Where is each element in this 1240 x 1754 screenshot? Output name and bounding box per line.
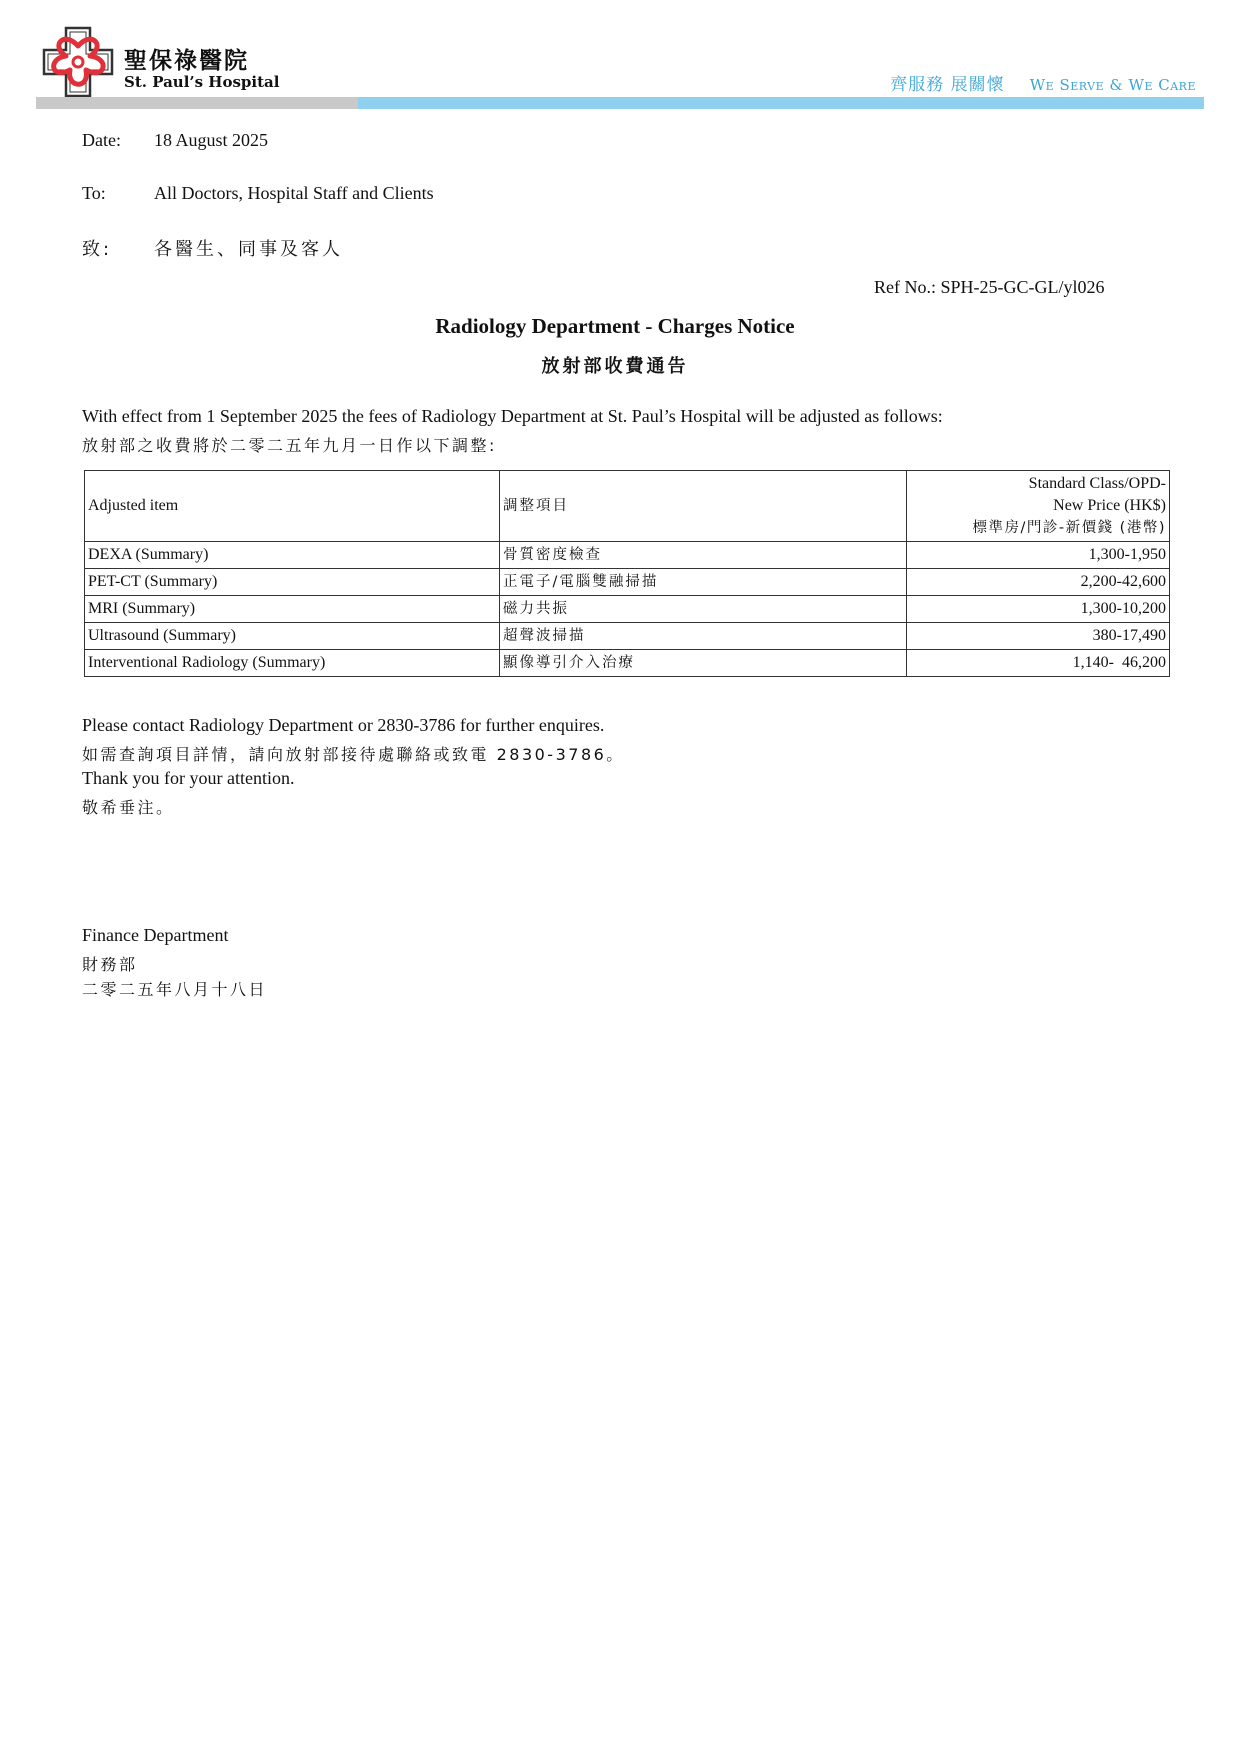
- contact-english: Please contact Radiology Department or 2830-3786 for further enquires.: [82, 715, 605, 735]
- row-item-zh: 超聲波掃描: [500, 623, 907, 650]
- header-price: [907, 471, 1170, 542]
- intro-chinese: 放射部之收費將於二零二五年九月一日作以下調整:: [82, 436, 497, 455]
- header-band: [36, 97, 1204, 109]
- signature-department-chinese: 財務部: [82, 955, 138, 974]
- notice-title-chinese: 放射部收費通告: [541, 356, 689, 377]
- header-band-grey: [36, 97, 358, 109]
- intro-english: With effect from 1 September 2025 the fees of Radiology Department at St. Paul’s Hospital will be adjusted as follows:: [82, 406, 943, 426]
- date-value: 18 August 2025: [154, 130, 269, 150]
- table-row: [85, 596, 1170, 623]
- row-item-en: DEXA (Summary): [85, 542, 500, 569]
- header-price-line1: Standard Class/OPD-: [1028, 475, 1166, 492]
- to-zh-field: [82, 235, 343, 261]
- row-item-zh: 骨質密度檢查: [500, 542, 907, 569]
- table-row: [85, 650, 1170, 677]
- row-price: 1,140- 46,200: [907, 650, 1170, 677]
- logo-english-name: St. Paul’s Hospital: [124, 73, 280, 91]
- table-row: [85, 569, 1170, 596]
- row-item-zh: 磁力共振: [500, 596, 907, 623]
- to-zh-value: 各醫生、同事及客人: [154, 239, 343, 260]
- row-price: 1,300-10,200: [907, 596, 1170, 623]
- row-price: 1,300-1,950: [907, 542, 1170, 569]
- row-item-en: Interventional Radiology (Summary): [85, 650, 500, 677]
- date-label: Date:: [82, 130, 121, 150]
- table-row: [85, 623, 1170, 650]
- table-row: [85, 542, 1170, 569]
- slogan-chinese: 齊服務 展關懷: [890, 75, 1005, 95]
- header-price-line3: 標準房/門診-新價錢 (港幣): [972, 520, 1166, 536]
- row-item-en: MRI (Summary): [85, 596, 500, 623]
- signature-department: Finance Department: [82, 925, 229, 945]
- logo-chinese-name: 聖保祿醫院: [124, 47, 249, 74]
- slogan-english: We Serve & We Care: [1029, 76, 1196, 94]
- signature-date-chinese: 二零二五年八月十八日: [82, 980, 268, 999]
- contact-chinese: 如需查詢項目詳情，請向放射部接待處聯絡或致電 2830-3786。: [82, 745, 625, 764]
- notice-title: Radiology Department - Charges Notice: [435, 314, 795, 338]
- to-zh-label: 致:: [82, 239, 113, 260]
- table-header-row: [85, 471, 1170, 542]
- hospital-cross-logo-icon: [40, 24, 116, 100]
- row-price: 380-17,490: [907, 623, 1170, 650]
- row-item-zh: 正電子/電腦雙融掃描: [500, 569, 907, 596]
- to-label: To:: [82, 183, 106, 203]
- header-price-line2: New Price (HK$): [1053, 497, 1166, 514]
- fee-table: [84, 470, 1170, 677]
- header-item-zh: 調整項目: [500, 471, 907, 542]
- to-field: [82, 183, 434, 204]
- reference-number: Ref No.: SPH-25-GC-GL/yl026: [874, 277, 1105, 297]
- letterhead: [36, 24, 1204, 110]
- row-item-en: PET-CT (Summary): [85, 569, 500, 596]
- row-item-zh: 顯像導引介入治療: [500, 650, 907, 677]
- row-item-en: Ultrasound (Summary): [85, 623, 500, 650]
- to-value: All Doctors, Hospital Staff and Clients: [154, 183, 434, 203]
- slogan: [890, 70, 1196, 95]
- date-field: [82, 130, 268, 151]
- row-price: 2,200-42,600: [907, 569, 1170, 596]
- thanks-chinese: 敬希垂注。: [82, 798, 175, 817]
- header-item-en: Adjusted item: [85, 471, 500, 542]
- header-band-blue: [358, 97, 1204, 109]
- thanks-english: Thank you for your attention.: [82, 768, 295, 788]
